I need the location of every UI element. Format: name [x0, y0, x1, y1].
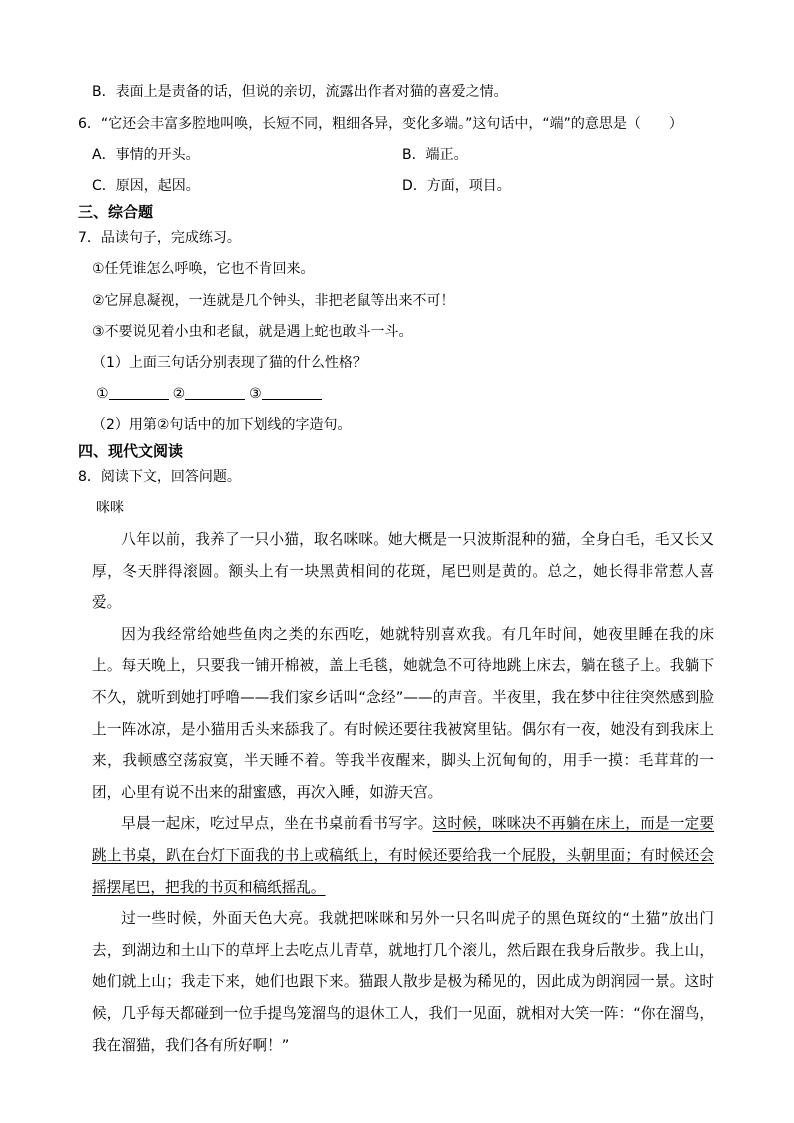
answer-blank-2[interactable] — [185, 385, 245, 400]
q6-option-a: A．事情的开头。 — [92, 147, 200, 163]
q7-sentence-1: ①任凭谁怎么呼唤，它也不肯回来。 — [92, 261, 315, 277]
section-4-heading: 四、现代文阅读 — [78, 442, 184, 460]
q6-option-b: B．端正。 — [402, 147, 468, 163]
q7-answer-blanks — [96, 385, 326, 403]
q7-subquestion-2: （2）用第②句话中的加下划线的字造句。 — [92, 417, 352, 433]
passage-paragraph-2: 因为我经常给她些鱼肉之类的东西吃，她就特别喜欢我。有几年时间，她夜里睡在我的床上。每天晚上，只要我一铺开棉被，盖上毛毯，她就急不可待地跳上床去，躺在毯子上。我躺下不久，就听到她打呼噜——我们家乡话叫“念经”——的声音。半夜里，我在梦中往往突然感到脸上一阵冰凉，是小猫用舌头来舔我了。有时候还要往我被窝里钻。偶尔有一夜，她没有到我床上来，我顿感空荡寂寞，半天睡不着。等我半夜醒来，脚头上沉甸甸的，用手一摸：毛茸茸的一团，心里有说不出来的甜蜜感，再次入睡，如游天宫。 — [92, 625, 714, 801]
passage-paragraph-3 — [92, 808, 714, 903]
q7-subquestion-1: （1）上面三句话分别表现了猫的什么性格？ — [92, 355, 367, 371]
q6-stem: 6．“它还会丰富多腔地叫唤，长短不同，粗细各异，变化多端。”这句话中，“端”的意思是（ ） — [78, 116, 683, 132]
q6-option-c: C．原因，起因。 — [92, 178, 200, 194]
passage-title: 咪咪 — [96, 500, 124, 516]
answer-label-1: ① — [96, 386, 109, 402]
answer-blank-1[interactable] — [109, 385, 169, 400]
q8-stem: 8．阅读下文，回答问题。 — [78, 469, 241, 485]
q7-stem: 7．品读句子，完成练习。 — [78, 230, 241, 246]
q5-option-b: B．表面上是责备的话，但说的亲切，流露出作者对猫的喜爱之情。 — [92, 84, 508, 100]
paragraph-3-text: 早晨一起床，吃过早点，坐在书桌前看书写字。 — [121, 815, 433, 833]
q7-sentence-2: ②它屏息凝视，一连就是几个钟头，非把老鼠等出来不可！ — [92, 293, 455, 309]
passage-paragraph-4: 过一些时候，外面天色大亮。我就把咪咪和另外一只名叫虎子的黑色斑纹的“土猫”放出门去，到湖边和土山下的草坪上去吃点儿青草，就地打几个滚儿，然后跟在我身后散步。我上山，她们就上山；我走下来，她们也跟下来。猫跟人散步是极为稀见的，因此成为朗润园一景。这时候，几乎每天都碰到一位手提鸟笼溜鸟的退休工人，我们一见面，就相对大笑一阵：“你在溜鸟，我在溜猫，我们各有所好啊！” — [92, 910, 714, 1054]
q7-sentence-3: ③不要说见着小虫和老鼠，就是遇上蛇也敢斗一斗。 — [92, 324, 413, 340]
answer-label-3: ③ — [249, 386, 262, 402]
passage-body — [92, 524, 714, 1061]
section-3-heading: 三、综合题 — [78, 203, 154, 221]
q6-option-d: D．方面，项目。 — [402, 178, 511, 194]
passage-paragraph-1: 八年以前，我养了一只小猫，取名咪咪。她大概是一只波斯混种的猫，全身白毛，毛又长又厚，冬天胖得滚圆。额头上有一块黑黄相间的花斑，尾巴则是黄的。总之，她长得非常惹人喜爱。 — [92, 531, 714, 612]
answer-blank-3[interactable] — [262, 385, 322, 400]
underlined-sentence: 这时候，咪咪决不再躺在床上，而是一定要跳上书桌，趴在台灯下面我的书上或稿纸上，有时候还要给我一个屁股，头朝里面；有时候还会摇摆尾巴，把我的书页和稿纸摇乱。 — [92, 815, 714, 896]
answer-label-2: ② — [172, 386, 186, 402]
